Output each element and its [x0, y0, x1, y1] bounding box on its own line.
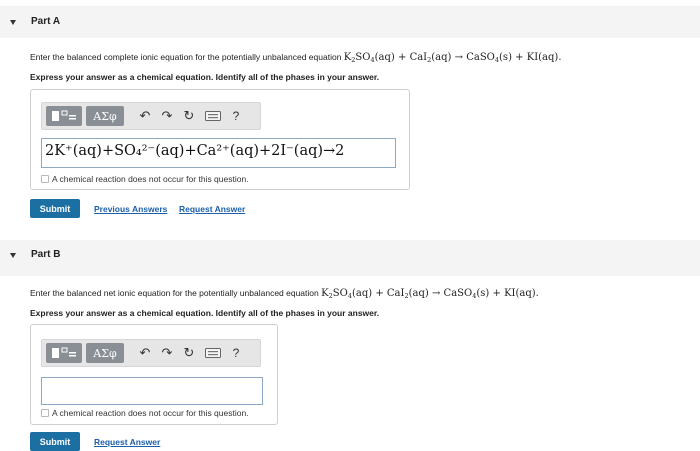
- reaction-equation: $K_2SO_4(aq) + CaI_2(aq)$ → CaSO$_4$(s) + KI(aq).: [321, 288, 539, 300]
- help-icon[interactable]: ?: [232, 346, 240, 360]
- no-reaction-label: A chemical reaction does not occur for this question.: [52, 408, 249, 418]
- part-b-submit-button[interactable]: Submit: [30, 432, 80, 451]
- no-reaction-checkbox[interactable]: [41, 409, 49, 417]
- part-b-header[interactable]: [0, 240, 700, 276]
- part-a-no-reaction-option[interactable]: [41, 174, 249, 184]
- part-a-answer-box: [30, 89, 410, 190]
- part-a-title: Part A: [31, 16, 61, 27]
- redo-icon[interactable]: ↷: [161, 108, 173, 123]
- part-b-answer-box: [30, 324, 278, 425]
- templates-icon: [50, 346, 78, 360]
- previous-answers-link[interactable]: Previous Answers: [94, 204, 168, 214]
- part-a-instruction: Express your answer as a chemical equation. Identify all of the phases in your answer.: [30, 72, 380, 82]
- prompt-text: Enter the balanced complete ionic equation for the potentially unbalanced equation: [30, 52, 342, 62]
- math-toolbar: [41, 339, 261, 367]
- no-reaction-label: A chemical reaction does not occur for this question.: [52, 174, 249, 184]
- prompt-text: Enter the balanced net ionic equation for the potentially unbalanced equation: [30, 288, 319, 298]
- part-a-submit-button[interactable]: Submit: [30, 199, 80, 218]
- part-b-instruction: Express your answer as a chemical equation. Identify all of the phases in your answer.: [30, 308, 380, 318]
- caret-down-icon[interactable]: [10, 20, 16, 25]
- help-icon[interactable]: ?: [232, 109, 240, 123]
- part-a-answer-value: 2K⁺(aq)+SO₄²⁻(aq)+Ca²⁺(aq)+2I⁻(aq)→2: [45, 143, 345, 159]
- part-a-prompt: [30, 52, 562, 64]
- redo-icon[interactable]: ↷: [161, 345, 173, 360]
- part-a-answer-input[interactable]: [41, 138, 396, 168]
- reaction-equation: $K_2SO_4(aq) + CaI_2(aq)$ → CaSO$_4$(s) + KI(aq).: [343, 52, 562, 64]
- part-a-request-answer-link[interactable]: Request Answer: [179, 204, 246, 214]
- greek-symbols-button[interactable]: ΑΣφ: [86, 106, 124, 126]
- templates-button[interactable]: [46, 343, 82, 363]
- math-toolbar: [41, 102, 261, 130]
- part-b-title: Part B: [31, 249, 61, 260]
- keyboard-icon[interactable]: [200, 343, 226, 363]
- undo-icon[interactable]: ↶: [139, 108, 151, 123]
- part-b-request-answer-link[interactable]: Request Answer: [94, 437, 161, 447]
- templates-button[interactable]: [46, 106, 82, 126]
- part-b-no-reaction-option[interactable]: [41, 408, 249, 418]
- undo-icon[interactable]: ↶: [139, 345, 151, 360]
- reset-icon[interactable]: ↻: [183, 345, 195, 360]
- part-a-header[interactable]: [0, 6, 700, 38]
- no-reaction-checkbox[interactable]: [41, 175, 49, 183]
- part-b-answer-input[interactable]: [41, 377, 263, 405]
- caret-down-icon[interactable]: [10, 253, 16, 258]
- templates-icon: [50, 109, 78, 123]
- keyboard-icon[interactable]: [200, 106, 226, 126]
- greek-symbols-button[interactable]: ΑΣφ: [86, 343, 124, 363]
- part-b-prompt: [30, 288, 539, 300]
- reset-icon[interactable]: ↻: [183, 108, 195, 123]
